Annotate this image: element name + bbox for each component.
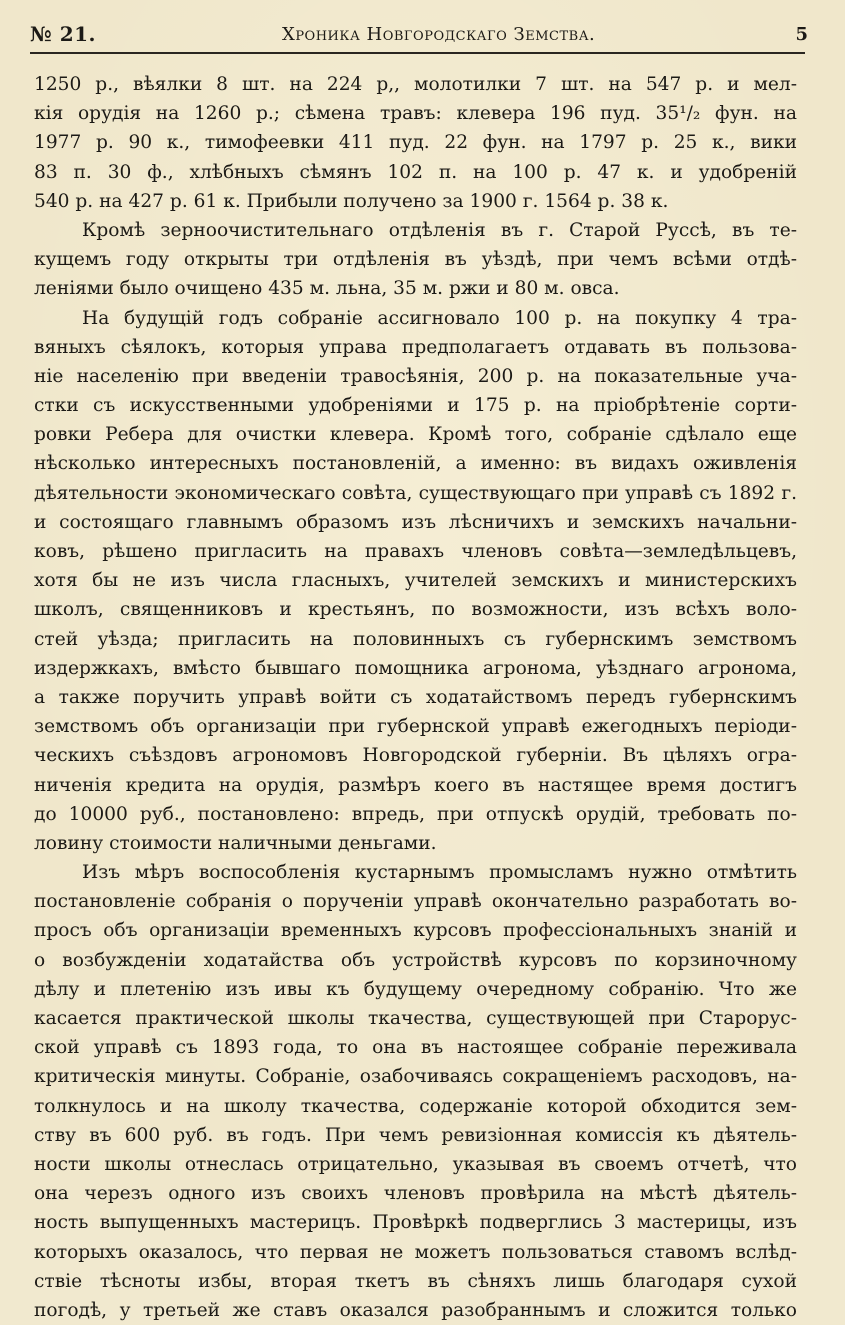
text-line: касается практической школы ткачества, существующей при Старорус-: [34, 1008, 797, 1029]
paragraph-4: [34, 858, 797, 1325]
text-line: погодѣ, у третьей же ставъ оказался разобраннымъ и сложится только: [34, 1299, 797, 1321]
text-line: кущемъ году открыты три отдѣленія въ уѣздѣ, при чемъ всѣми отдѣ-: [34, 249, 797, 271]
text-line: ству въ 600 руб. въ годъ. При чемъ ревизіонная комиссія къ дѣятель-: [34, 1124, 797, 1146]
text-line: просъ объ организаціи временныхъ курсовъ профессіональныхъ знаній и: [34, 920, 797, 942]
text-line: 1977 р. 90 к., тимофеевки 411 пуд. 22 фун. на 1797 р. 25 к., вики: [34, 132, 797, 154]
text-line: ческихъ съѣздовъ агрономовъ Новгородской губерніи. Въ цѣляхъ огра-: [34, 745, 797, 767]
text-line: стки съ искусственными удобреніями и 175 р. на пріобрѣтеніе сорти-: [34, 395, 797, 417]
text-line: а также поручить управѣ войти съ ходатайствомъ передъ губернскимъ: [34, 686, 797, 708]
text-line: хотя бы не изъ числа гласныхъ, учителей земскихъ и министерскихъ: [34, 570, 797, 592]
text-line: и состоящаго главнымъ образомъ изъ лѣсничихъ и земскихъ начальни-: [34, 511, 797, 533]
text-line: ниченія кредита на орудія, размѣръ коего въ настящее время достигъ: [34, 774, 797, 796]
text-line: до 10000 руб., постановлено: впредь, при отпускѣ орудій, требовать по-: [34, 803, 797, 825]
text-line: которыхъ оказалось, что первая не можетъ пользоваться ставомъ вслѣд-: [34, 1241, 797, 1263]
text-line: издержкахъ, вмѣсто бывшаго помощника агронома, уѣзднаго агронома,: [34, 657, 797, 679]
text-line: ской управѣ съ 1893 года, то она въ настоящее собраніе переживала: [34, 1037, 797, 1059]
paragraph-2: [34, 216, 797, 304]
text-line: ности школы отнеслась отрицательно, указывая въ своемъ отчетѣ, что: [34, 1153, 797, 1175]
page-number: 5: [795, 24, 808, 45]
text-line: вяныхъ сѣялокъ, которыя управа предполагаетъ отдавать въ пользова-: [34, 336, 797, 358]
text-line: нѣсколько интересныхъ постановленій, а именно: въ видахъ оживленія: [34, 453, 797, 475]
text-line: леніями было очищено 435 м. льна, 35 м. ржи и 80 м. овса.: [34, 278, 620, 300]
text-line: 83 п. 30 ф., хлѣбныхъ сѣмянъ 102 п. на 100 р. 47 к. и удобреній: [34, 161, 797, 183]
text-line: школъ, священниковъ и крестьянъ, по возможности, изъ всѣхъ воло-: [34, 599, 797, 621]
text-line: 1250 р., вѣялки 8 шт. на 224 р,, молотилки 7 шт. на 547 р. и мел-: [34, 74, 797, 95]
paragraph-3: [34, 304, 797, 859]
article-body: [34, 70, 797, 1325]
header-rule: [30, 52, 805, 54]
journal-title: Хроника Новгородскаго Земства.: [282, 24, 596, 45]
text-line: она черезъ одного изъ своихъ членовъ провѣрила на мѣстѣ дѣятель-: [34, 1183, 797, 1205]
running-header: [30, 22, 808, 52]
text-line: толкнулось и на школу ткачества, содержаніе которой обходится зем-: [34, 1095, 797, 1117]
text-line: критическія минуты. Собраніе, озабочиваясь сокращеніемъ расходовъ, на-: [34, 1066, 797, 1088]
text-line: ность выпущенныхъ мастерицъ. Провѣркѣ подверглись 3 мастерицы, изъ: [34, 1212, 797, 1234]
text-line: Изъ мѣръ воспособленія кустарнымъ промысламъ нужно отмѣтить: [82, 862, 797, 884]
text-line: ковъ, рѣшено пригласить на правахъ членовъ совѣта—земледѣльцевъ,: [34, 541, 797, 562]
text-line: 540 р. на 427 р. 61 к. Прибыли получено за 1900 г. 1564 р. 38 к.: [34, 190, 669, 212]
text-line: постановленіе собранія о порученіи управѣ окончательно разработать во-: [34, 891, 797, 913]
text-line: кія орудія на 1260 р.; сѣмена травъ: клевера 196 пуд. 35¹/₂ фун. на: [34, 103, 797, 125]
text-line: дѣлу и плетенію изъ ивы къ будущему очередному собранію. Что же: [34, 978, 797, 1000]
text-line: На будущій годъ собраніе ассигновало 100 р. на покупку 4 тра-: [82, 307, 797, 329]
text-line: Кромѣ зерноочистительнаго отдѣленія въ г. Старой Руссѣ, въ те-: [82, 219, 797, 241]
text-line: дѣятельности экономическаго совѣта, существующаго при управѣ съ 1892 г.: [34, 482, 797, 504]
text-line: ровки Ребера для очистки клевера. Кромѣ того, собраніе сдѣлало еще: [34, 424, 797, 446]
text-line: о возбужденіи ходатайства объ устройствѣ курсовъ по корзиночному: [34, 949, 797, 971]
text-line: ствіе тѣсноты избы, вторая ткетъ въ сѣняхъ лишь благодаря сухой: [34, 1270, 797, 1292]
text-line: ловину стоимости наличными деньгами.: [34, 832, 437, 854]
paragraph-1: [34, 70, 797, 216]
text-line: стей уѣзда; пригласить на половинныхъ съ губернскимъ земствомъ: [34, 628, 797, 650]
text-line: земствомъ объ организаціи при губернской управѣ ежегодныхъ періоди-: [34, 716, 797, 738]
issue-number: № 21.: [30, 22, 96, 46]
text-line: ніе населенію при введеніи травосѣянія, 200 р. на показательные уча-: [34, 365, 797, 387]
